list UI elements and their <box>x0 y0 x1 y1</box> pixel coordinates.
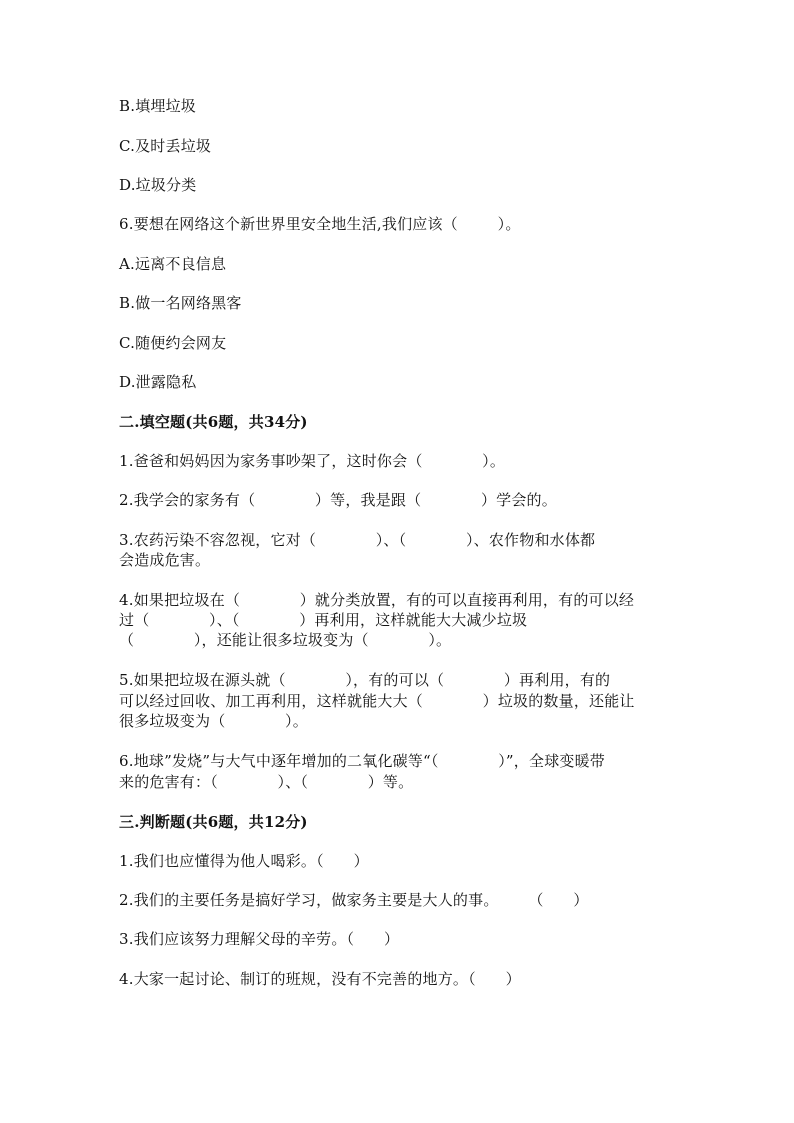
fill-q4-line-3: （ ），还能让很多垃圾变为（ ）。 <box>119 631 452 649</box>
fill-q5-line-1: 5.如果把垃圾在源头就（ ），有的可以（ ）再利用，有的 <box>119 671 611 689</box>
fill-q1: 1.爸爸和妈妈因为家务事吵架了，这时你会（ ）。 <box>119 452 506 470</box>
fill-q5-line-3: 很多垃圾变为（ ）。 <box>119 712 308 730</box>
fill-q2: 2.我学会的家务有（ ）等，我是跟（ ）学会的。 <box>119 491 557 509</box>
q6-option-b: B.做一名网络黑客 <box>119 294 242 312</box>
fill-q5-line-2: 可以经过回收、加工再利用，这样就能大大（ ）垃圾的数量，还能让 <box>119 692 635 710</box>
fill-q6-line-1: 6.地球”发烧”与大气中逐年增加的二氧化碳等“（ ）”，全球变暖带 <box>119 752 606 770</box>
judge-q2: 2.我们的主要任务是搞好学习，做家务主要是大人的事。 （ ） <box>119 891 589 909</box>
section-3-title: 三.判断题(共6题，共12分) <box>119 813 308 831</box>
judge-q1: 1.我们也应懂得为他人喝彩。（ ） <box>119 852 369 870</box>
judge-q4: 4.大家一起讨论、制订的班规，没有不完善的地方。（ ） <box>119 970 521 988</box>
section-2-title: 二.填空题(共6题，共34分) <box>119 413 308 431</box>
judge-q3: 3.我们应该努力理解父母的辛劳。（ ） <box>119 930 400 948</box>
fill-q4-line-2: 过（ ）、（ ）再利用，这样就能大大减少垃圾 <box>119 611 528 629</box>
q6-option-d: D.泄露隐私 <box>119 373 197 391</box>
fill-q4-line-1: 4.如果把垃圾在（ ）就分类放置，有的可以直接再利用，有的可以经 <box>119 591 635 609</box>
fill-q3-line-2: 会造成危害。 <box>119 551 211 569</box>
q5-option-d: D.垃圾分类 <box>119 176 197 194</box>
fill-q3-line-1: 3.农药污染不容忽视，它对（ ）、（ ）、农作物和水体都 <box>119 531 596 549</box>
q5-option-b: B.填埋垃圾 <box>119 97 196 115</box>
q6-option-c: C.随便约会网友 <box>119 334 227 352</box>
q6-stem: 6.要想在网络这个新世界里安全地生活,我们应该（ ）。 <box>119 215 521 233</box>
q6-option-a: A.远离不良信息 <box>119 255 227 273</box>
q5-option-c: C.及时丢垃圾 <box>119 137 212 155</box>
fill-q6-line-2: 来的危害有：（ ）、（ ）等。 <box>119 773 414 791</box>
